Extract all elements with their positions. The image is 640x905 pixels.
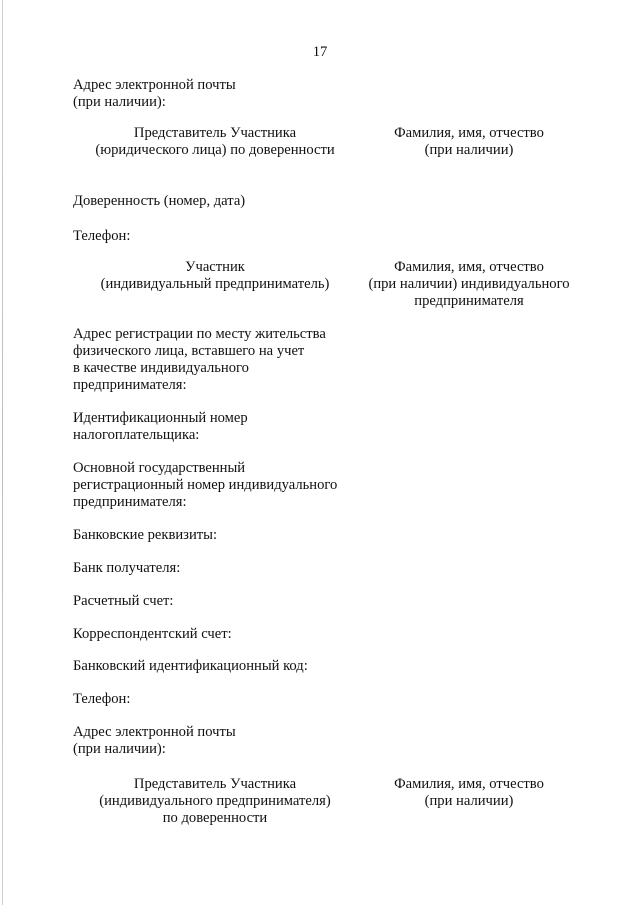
le-representative-fio-line2: (при наличии) (424, 142, 514, 158)
ie-registration-address-line2: физического лица, вставшего на учет (73, 343, 305, 359)
ie-email-label-line1: Адрес электронной почты (73, 724, 236, 740)
ie-bank-details-label: Банковские реквизиты: (73, 527, 217, 543)
ie-inn-label-line2: налогоплательщика: (73, 427, 200, 443)
ie-representative-line3: по доверенности (162, 810, 268, 826)
ie-correspondent-account-label: Корреспондентский счет: (73, 626, 232, 642)
le-phone-label: Телефон: (73, 228, 131, 244)
le-email-label-line2: (при наличии): (73, 94, 166, 110)
ie-participant-line2: (индивидуальный предприниматель) (100, 276, 330, 292)
ie-registration-address-line1: Адрес регистрации по месту жительства (73, 326, 326, 342)
ie-ogrnip-label-line3: предпринимателя: (73, 494, 187, 510)
le-representative-fio-line1: Фамилия, имя, отчество (394, 125, 544, 141)
le-email-label-line1: Адрес электронной почты (73, 77, 236, 93)
ie-registration-address-line4: предпринимателя: (73, 377, 187, 393)
ie-representative-line1: Представитель Участника (133, 776, 297, 792)
ie-registration-address-line3: в качестве индивидуального (73, 360, 249, 376)
ie-participant-fio-line2: (при наличии) индивидуального (368, 276, 570, 292)
ie-phone-label: Телефон: (73, 691, 131, 707)
ie-bik-label: Банковский идентификационный код: (73, 658, 308, 674)
ie-ogrnip-label-line2: регистрационный номер индивидуального (73, 477, 338, 493)
ie-participant-fio-line1: Фамилия, имя, отчество (394, 259, 544, 275)
scan-edge-line (2, 0, 3, 905)
ie-representative-line2: (индивидуального предпринимателя) (99, 793, 331, 809)
le-representative-line1: Представитель Участника (133, 125, 297, 141)
ie-settlement-account-label: Расчетный счет: (73, 593, 174, 609)
ie-inn-label-line1: Идентификационный номер (73, 410, 248, 426)
ie-ogrnip-label-line1: Основной государственный (73, 460, 246, 476)
ie-email-label-line2: (при наличии): (73, 741, 166, 757)
page-number: 17 (312, 44, 328, 60)
ie-representative-fio-line1: Фамилия, имя, отчество (394, 776, 544, 792)
ie-representative-fio-line2: (при наличии) (424, 793, 514, 809)
le-power-of-attorney-label: Доверенность (номер, дата) (73, 193, 246, 209)
ie-participant-fio-line3: предпринимателя (414, 293, 524, 309)
le-representative-line2: (юридического лица) по доверенности (95, 142, 335, 158)
ie-participant-line1: Участник (185, 259, 245, 275)
ie-recipient-bank-label: Банк получателя: (73, 560, 181, 576)
